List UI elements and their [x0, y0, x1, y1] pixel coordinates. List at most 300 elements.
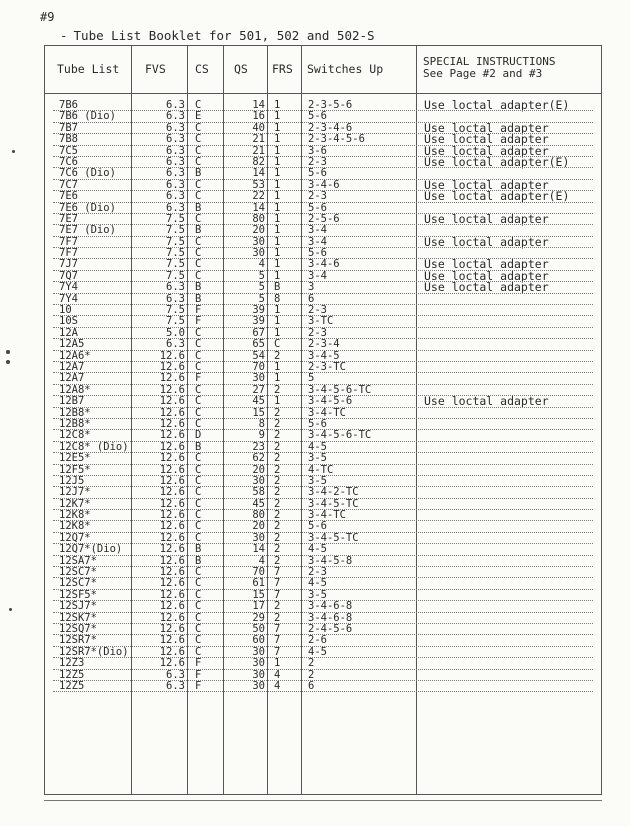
- switches-cell: 5: [308, 372, 315, 385]
- tube-cell: 12J7*: [59, 486, 91, 499]
- table-row: [45, 658, 601, 669]
- fvs-cell: 12.6: [159, 429, 185, 442]
- qs-cell: 21: [252, 133, 265, 146]
- switches-cell: 3-4-5: [308, 349, 340, 362]
- frs-cell: 4: [274, 679, 281, 692]
- cs-cell: B: [195, 167, 202, 180]
- table-row: [45, 544, 601, 555]
- header-tube-list: Tube List: [57, 62, 120, 76]
- tube-cell: 12F5*: [59, 463, 91, 476]
- tube-cell: 12SJ7*: [59, 600, 97, 613]
- tube-cell: 7E7: [59, 212, 78, 225]
- tube-cell: 12Q7*: [59, 531, 91, 544]
- fvs-cell: 12.6: [159, 634, 185, 647]
- tube-cell: 7J7: [59, 258, 78, 271]
- qs-cell: 20: [252, 520, 265, 533]
- frs-cell: 1: [274, 326, 281, 339]
- frs-cell: 2: [274, 417, 281, 430]
- margin-speck: [9, 608, 12, 611]
- switches-cell: 3: [308, 281, 315, 294]
- tube-cell: 7Y4: [59, 292, 78, 305]
- fvs-cell: 6.3: [166, 133, 185, 146]
- frs-cell: 1: [274, 167, 281, 180]
- switches-cell: 6: [308, 679, 315, 692]
- switches-cell: 5-6: [308, 247, 327, 260]
- tube-cell: 12A: [59, 326, 78, 339]
- header-special-line1: SPECIAL INSTRUCTIONS: [423, 55, 556, 68]
- tube-cell: 12SK7*: [59, 611, 97, 624]
- fvs-cell: 6.3: [166, 99, 185, 111]
- frs-cell: 7: [274, 588, 281, 601]
- qs-cell: 54: [252, 349, 265, 362]
- cs-cell: F: [195, 304, 202, 317]
- tube-cell: 12SA7*: [59, 554, 97, 567]
- frs-cell: 2: [274, 486, 281, 499]
- fvs-cell: 6.3: [166, 292, 185, 305]
- qs-cell: 15: [252, 588, 265, 601]
- switches-cell: 5-6: [308, 110, 327, 123]
- tube-cell: 12Z5: [59, 668, 85, 681]
- booklet-title: [60, 28, 375, 43]
- switches-cell: 4-5: [308, 645, 327, 658]
- switches-cell: 2: [308, 657, 315, 670]
- special-instruction-cell: Use loctal adapter: [424, 143, 549, 158]
- tube-cell: 12A6*: [59, 349, 91, 362]
- qs-cell: 30: [252, 531, 265, 544]
- cs-cell: B: [195, 554, 202, 567]
- cs-cell: C: [195, 577, 202, 590]
- tube-cell: 12A5: [59, 338, 85, 351]
- cs-cell: B: [195, 440, 202, 453]
- switches-cell: 3-TC: [308, 315, 334, 328]
- fvs-cell: 7.5: [166, 258, 185, 271]
- cs-cell: C: [195, 520, 202, 533]
- tube-cell: 10S: [59, 315, 78, 328]
- qs-cell: 39: [252, 315, 265, 328]
- tube-cell: 7E7 (Dio): [59, 224, 116, 237]
- fvs-cell: 7.5: [166, 304, 185, 317]
- fvs-cell: 12.6: [159, 372, 185, 385]
- tube-cell: 7E6 (Dio): [59, 201, 116, 214]
- tube-cell: 12A7: [59, 372, 85, 385]
- switches-cell: 3-4-5-8: [308, 554, 353, 567]
- switches-cell: 3-4-6-8: [308, 611, 353, 624]
- switches-cell: 4-TC: [308, 463, 334, 476]
- frs-cell: 7: [274, 645, 281, 658]
- cs-cell: C: [195, 600, 202, 613]
- fvs-cell: 6.3: [166, 201, 185, 214]
- qs-cell: 16: [252, 110, 265, 123]
- frs-cell: C: [274, 338, 281, 351]
- qs-cell: 45: [252, 395, 265, 408]
- qs-cell: 29: [252, 611, 265, 624]
- qs-cell: 30: [252, 372, 265, 385]
- table-row: [45, 362, 601, 373]
- frs-cell: 4: [274, 668, 281, 681]
- switches-cell: 3-4-5-6-TC: [308, 383, 372, 396]
- margin-speck: [12, 150, 15, 153]
- frs-cell: 1: [274, 99, 281, 111]
- table-row: [45, 396, 601, 407]
- switches-cell: 2-3-4-5-6: [308, 133, 365, 146]
- fvs-cell: 12.6: [159, 577, 185, 590]
- fvs-cell: 6.3: [166, 121, 185, 134]
- cs-cell: C: [195, 474, 202, 487]
- fvs-cell: 12.6: [159, 463, 185, 476]
- qs-cell: 30: [252, 668, 265, 681]
- switches-cell: 5-6: [308, 201, 327, 214]
- cs-cell: B: [195, 201, 202, 214]
- tube-cell: 12E5*: [59, 452, 91, 465]
- cs-cell: F: [195, 315, 202, 328]
- frs-cell: 2: [274, 463, 281, 476]
- fvs-cell: 6.3: [166, 167, 185, 180]
- tube-cell: 7B6: [59, 99, 78, 111]
- qs-cell: 27: [252, 383, 265, 396]
- qs-cell: 67: [252, 326, 265, 339]
- cs-cell: C: [195, 258, 202, 271]
- switches-cell: 3-5: [308, 474, 327, 487]
- qs-cell: 30: [252, 247, 265, 260]
- switches-cell: 3-4: [308, 269, 327, 282]
- cs-cell: C: [195, 326, 202, 339]
- table-row: [45, 453, 601, 464]
- cs-cell: C: [195, 645, 202, 658]
- header-divider: [45, 93, 601, 94]
- switches-cell: 5-6: [308, 520, 327, 533]
- switches-cell: 3-4-5-TC: [308, 497, 359, 510]
- table-row: [45, 191, 601, 202]
- switches-cell: 3-4-2-TC: [308, 486, 359, 499]
- table-row: [45, 647, 601, 658]
- cs-cell: C: [195, 486, 202, 499]
- cs-cell: C: [195, 99, 202, 111]
- tube-cell: 7Q7: [59, 269, 78, 282]
- frs-cell: 1: [274, 258, 281, 271]
- cs-cell: F: [195, 679, 202, 692]
- frs-cell: 1: [274, 247, 281, 260]
- frs-cell: 7: [274, 566, 281, 579]
- tube-cell: 7F7: [59, 235, 78, 248]
- cs-cell: C: [195, 588, 202, 601]
- fvs-cell: 6.3: [166, 338, 185, 351]
- special-instruction-cell: Use loctal adapter: [424, 257, 549, 272]
- frs-cell: 1: [274, 121, 281, 134]
- fvs-cell: 12.6: [159, 611, 185, 624]
- frs-cell: 1: [274, 212, 281, 225]
- tube-cell: 7C6: [59, 155, 78, 168]
- fvs-cell: 12.6: [159, 452, 185, 465]
- fvs-cell: 7.5: [166, 235, 185, 248]
- special-instruction-cell: Use loctal adapter: [424, 211, 549, 226]
- cs-cell: C: [195, 247, 202, 260]
- tube-cell: 12SC7*: [59, 577, 97, 590]
- fvs-cell: 12.6: [159, 395, 185, 408]
- fvs-cell: 6.3: [166, 679, 185, 692]
- punch-hole-dot: [6, 360, 10, 364]
- special-instruction-cell: Use loctal adapter: [424, 132, 549, 147]
- tube-cell: 12Z5: [59, 679, 85, 692]
- cs-cell: C: [195, 452, 202, 465]
- qs-cell: 22: [252, 190, 265, 203]
- cs-cell: C: [195, 269, 202, 282]
- tube-cell: 12C8*: [59, 429, 91, 442]
- special-instruction-cell: Use loctal adapter(E): [424, 154, 570, 169]
- frs-cell: 2: [274, 611, 281, 624]
- tube-cell: 12C8* (Dio): [59, 440, 129, 453]
- qs-cell: 20: [252, 463, 265, 476]
- qs-cell: 80: [252, 509, 265, 522]
- qs-cell: 14: [252, 99, 265, 111]
- fvs-cell: 12.6: [159, 657, 185, 670]
- cs-cell: F: [195, 668, 202, 681]
- header-special-line2: See Page #2 and #3: [423, 67, 543, 80]
- frs-cell: 1: [274, 315, 281, 328]
- frs-cell: 7: [274, 622, 281, 635]
- qs-cell: 62: [252, 452, 265, 465]
- special-instruction-cell: Use loctal adapter: [424, 394, 549, 409]
- fvs-cell: 12.6: [159, 543, 185, 556]
- cs-cell: C: [195, 417, 202, 430]
- switches-cell: 2-3-TC: [308, 360, 346, 373]
- tube-cell: 12Q7*(Dio): [59, 543, 123, 556]
- qs-cell: 30: [252, 679, 265, 692]
- cs-cell: C: [195, 155, 202, 168]
- frs-cell: 7: [274, 634, 281, 647]
- cs-cell: C: [195, 497, 202, 510]
- cs-cell: C: [195, 383, 202, 396]
- tube-cell: 12SR7*(Dio): [59, 645, 129, 658]
- fvs-cell: 12.6: [159, 383, 185, 396]
- tube-cell: 12Z3: [59, 657, 85, 670]
- header-switches-up: Switches Up: [307, 62, 384, 76]
- fvs-cell: 6.3: [166, 668, 185, 681]
- tube-cell: 12A7: [59, 360, 85, 373]
- fvs-cell: 7.5: [166, 269, 185, 282]
- switches-cell: 3-4-TC: [308, 406, 346, 419]
- switches-cell: 5-6: [308, 417, 327, 430]
- qs-cell: 23: [252, 440, 265, 453]
- fvs-cell: 12.6: [159, 509, 185, 522]
- cs-cell: C: [195, 178, 202, 191]
- frs-cell: 2: [274, 440, 281, 453]
- frs-cell: 1: [274, 395, 281, 408]
- fvs-cell: 12.6: [159, 474, 185, 487]
- tube-cell: 12SC7*: [59, 566, 97, 579]
- qs-cell: 4: [258, 258, 265, 271]
- cs-cell: C: [195, 406, 202, 419]
- frs-cell: 2: [274, 452, 281, 465]
- frs-cell: 1: [274, 372, 281, 385]
- header-qs: QS: [234, 62, 248, 76]
- fvs-cell: 6.3: [166, 155, 185, 168]
- fvs-cell: 7.5: [166, 212, 185, 225]
- cs-cell: C: [195, 212, 202, 225]
- switches-cell: 3-4-6-8: [308, 600, 353, 613]
- qs-cell: 45: [252, 497, 265, 510]
- frs-cell: 2: [274, 429, 281, 442]
- tube-cell: 7B7: [59, 121, 78, 134]
- tube-cell: 7E6: [59, 190, 78, 203]
- switches-cell: 2-3: [308, 326, 327, 339]
- frs-cell: 1: [274, 155, 281, 168]
- qs-cell: 30: [252, 645, 265, 658]
- table-body: [45, 100, 601, 692]
- qs-cell: 61: [252, 577, 265, 590]
- tube-cell: 7C6 (Dio): [59, 167, 116, 180]
- switches-cell: 3-4-5-TC: [308, 531, 359, 544]
- cs-cell: C: [195, 395, 202, 408]
- qs-cell: 39: [252, 304, 265, 317]
- fvs-cell: 6.3: [166, 190, 185, 203]
- frs-cell: 2: [274, 509, 281, 522]
- table-row: [45, 670, 601, 681]
- switches-cell: 3-4-6: [308, 178, 340, 191]
- qs-cell: 5: [258, 281, 265, 294]
- special-instruction-cell: Use loctal adapter: [424, 120, 549, 135]
- fvs-cell: 12.6: [159, 497, 185, 510]
- cs-cell: C: [195, 509, 202, 522]
- switches-cell: 3-4-TC: [308, 509, 346, 522]
- cs-cell: C: [195, 144, 202, 157]
- frs-cell: 2: [274, 349, 281, 362]
- cs-cell: B: [195, 292, 202, 305]
- title-text: Tube List Booklet for 501, 502 and 502-S: [73, 28, 375, 43]
- qs-cell: 4: [258, 554, 265, 567]
- special-instruction-cell: Use loctal adapter(E): [424, 189, 570, 204]
- qs-cell: 30: [252, 474, 265, 487]
- cs-cell: C: [195, 235, 202, 248]
- cs-cell: C: [195, 622, 202, 635]
- switches-cell: 2-3: [308, 190, 327, 203]
- fvs-cell: 7.5: [166, 315, 185, 328]
- tube-cell: 12B8*: [59, 406, 91, 419]
- tube-cell: 12B8*: [59, 417, 91, 430]
- frs-cell: 2: [274, 600, 281, 613]
- switches-cell: 2-6: [308, 634, 327, 647]
- frs-cell: 1: [274, 178, 281, 191]
- tube-table: [44, 45, 602, 795]
- frs-cell: 1: [274, 224, 281, 237]
- cs-cell: C: [195, 338, 202, 351]
- switches-cell: 5-6: [308, 167, 327, 180]
- header-fvs: FVS: [145, 62, 166, 76]
- special-instruction-cell: Use loctal adapter(E): [424, 98, 570, 112]
- tube-cell: 12SF5*: [59, 588, 97, 601]
- footer-rule: [44, 800, 602, 801]
- table-row: [45, 487, 601, 498]
- switches-cell: 4-5: [308, 440, 327, 453]
- frs-cell: 1: [274, 235, 281, 248]
- fvs-cell: 12.6: [159, 554, 185, 567]
- table-row: [45, 601, 601, 612]
- cs-cell: C: [195, 611, 202, 624]
- cs-cell: C: [195, 121, 202, 134]
- header-cs: CS: [195, 62, 209, 76]
- switches-cell: 3-5: [308, 452, 327, 465]
- qs-cell: 15: [252, 406, 265, 419]
- fvs-cell: 6.3: [166, 178, 185, 191]
- tube-cell: 12J5: [59, 474, 85, 487]
- frs-cell: 2: [274, 383, 281, 396]
- special-instruction-cell: Use loctal adapter: [424, 234, 549, 249]
- tube-cell: 7C7: [59, 178, 78, 191]
- qs-cell: 14: [252, 201, 265, 214]
- frs-cell: 2: [274, 520, 281, 533]
- frs-cell: 8: [274, 292, 281, 305]
- frs-cell: 2: [274, 406, 281, 419]
- qs-cell: 8: [258, 417, 265, 430]
- tube-cell: 12K7*: [59, 497, 91, 510]
- qs-cell: 82: [252, 155, 265, 168]
- frs-cell: B: [274, 281, 281, 294]
- qs-cell: 5: [258, 269, 265, 282]
- qs-cell: 58: [252, 486, 265, 499]
- frs-cell: 1: [274, 144, 281, 157]
- qs-cell: 30: [252, 657, 265, 670]
- special-instruction-cell: Use loctal adapter: [424, 268, 549, 283]
- cs-cell: D: [195, 429, 202, 442]
- fvs-cell: 6.3: [166, 110, 185, 123]
- qs-cell: 80: [252, 212, 265, 225]
- frs-cell: 2: [274, 474, 281, 487]
- frs-cell: 2: [274, 543, 281, 556]
- switches-cell: 2-3: [308, 566, 327, 579]
- fvs-cell: 12.6: [159, 600, 185, 613]
- fvs-cell: 12.6: [159, 360, 185, 373]
- fvs-cell: 12.6: [159, 588, 185, 601]
- switches-cell: 2-3: [308, 304, 327, 317]
- qs-cell: 53: [252, 178, 265, 191]
- table-row: [45, 430, 601, 441]
- fvs-cell: 12.6: [159, 531, 185, 544]
- frs-cell: 7: [274, 577, 281, 590]
- qs-cell: 70: [252, 566, 265, 579]
- frs-cell: 2: [274, 554, 281, 567]
- switches-cell: 3-4: [308, 235, 327, 248]
- switches-cell: 2-3-5-6: [308, 99, 353, 111]
- qs-cell: 5: [258, 292, 265, 305]
- tube-cell: 12SR7*: [59, 634, 97, 647]
- tube-cell: 12A8*: [59, 383, 91, 396]
- fvs-cell: 12.6: [159, 417, 185, 430]
- qs-cell: 17: [252, 600, 265, 613]
- table-row: [45, 282, 601, 293]
- switches-cell: 2-3: [308, 155, 327, 168]
- frs-cell: 1: [274, 269, 281, 282]
- frs-cell: 1: [274, 304, 281, 317]
- frs-cell: 2: [274, 531, 281, 544]
- cs-cell: C: [195, 349, 202, 362]
- qs-cell: 20: [252, 224, 265, 237]
- fvs-cell: 12.6: [159, 520, 185, 533]
- switches-cell: 4-5: [308, 543, 327, 556]
- fvs-cell: 7.5: [166, 247, 185, 260]
- punch-hole-dot: [6, 350, 10, 354]
- tube-cell: 7B6 (Dio): [59, 110, 116, 123]
- fvs-cell: 12.6: [159, 622, 185, 635]
- special-instruction-cell: Use loctal adapter: [424, 280, 549, 295]
- switches-cell: 3-4-6: [308, 258, 340, 271]
- cs-cell: F: [195, 657, 202, 670]
- fvs-cell: 12.6: [159, 349, 185, 362]
- fvs-cell: 12.6: [159, 440, 185, 453]
- qs-cell: 30: [252, 235, 265, 248]
- frs-cell: 2: [274, 497, 281, 510]
- table-row: [45, 339, 601, 350]
- page-number: #9: [40, 10, 55, 24]
- special-instruction-cell: Use loctal adapter: [424, 177, 549, 192]
